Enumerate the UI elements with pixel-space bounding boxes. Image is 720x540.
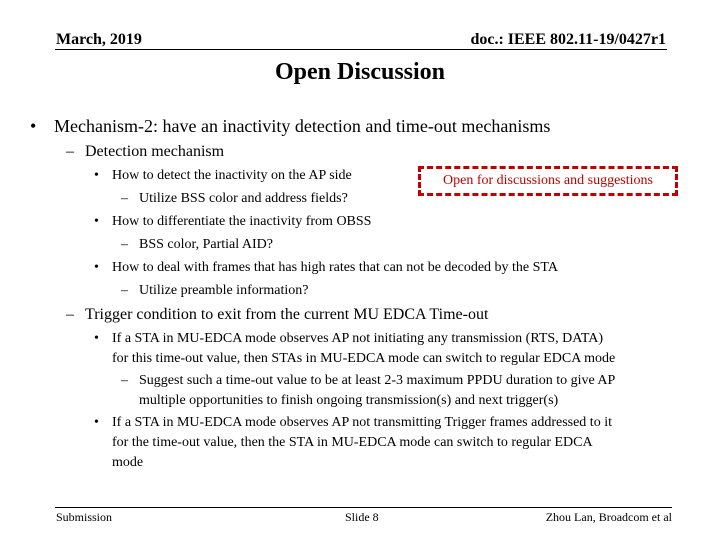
detection-q2-sub: BSS color, Partial AID? [139, 237, 273, 252]
bullet-dot-icon: • [30, 116, 37, 136]
trigger-c1-sub-line1: Suggest such a time-out value to be at least 2-3 maximum PPDU duration to give AP [139, 373, 616, 388]
header-doc-id: doc.: IEEE 802.11-19/0427r1 [470, 31, 666, 48]
bullet-dot-icon: • [94, 260, 99, 275]
trigger-c2-line1: If a STA in MU-EDCA mode observes AP not transmitting Trigger frames addressed to it [112, 415, 612, 430]
detection-q1-sub: Utilize BSS color and address fields? [139, 191, 348, 206]
trigger-c1-line2: for this time-out value, then STAs in MU-EDCA mode can switch to regular EDCA mode [112, 351, 616, 366]
detection-heading: Detection mechanism [85, 143, 225, 160]
bullet-dot-icon: • [94, 415, 99, 430]
bullet-dot-icon: • [94, 214, 99, 229]
footer-author: Zhou Lan, Broadcom et al [545, 510, 672, 524]
bullet-dot-icon: • [94, 168, 99, 183]
dash-icon: – [121, 373, 128, 388]
trigger-c2-line3: mode [112, 455, 144, 470]
trigger-c2-line2: for the time-out value, then the STA in MU-EDCA mode can switch to regular EDCA [112, 435, 593, 450]
discussion-callout: Open for discussions and suggestions [418, 166, 678, 196]
detection-q3-sub: Utilize preamble information? [139, 283, 309, 298]
dash-icon: – [121, 191, 128, 206]
header-date: March, 2019 [56, 31, 142, 48]
detection-q2: How to differentiate the inactivity from OBSS [112, 214, 372, 229]
trigger-c1-sub-line2: multiple opportunities to finish ongoing transmission(s) and next trigger(s) [139, 393, 559, 408]
slide-title: Open Discussion [274, 59, 446, 85]
trigger-c1-line1: If a STA in MU-EDCA mode observes AP not initiating any transmission (RTS, DATA) [112, 331, 604, 346]
main-bullet-text: Mechanism-2: have an inactivity detection and time-out mechanisms [54, 116, 551, 136]
footer-rule [55, 507, 672, 508]
header-rule [55, 49, 667, 50]
footer-slide-number: Slide 8 [345, 510, 379, 524]
detection-q3: How to deal with frames that has high rates that can not be decoded by the STA [112, 260, 558, 275]
detection-q1: How to detect the inactivity on the AP side [112, 168, 352, 183]
footer-submission: Submission [56, 510, 113, 524]
dash-icon: – [121, 237, 128, 252]
trigger-heading: Trigger condition to exit from the current MU EDCA Time-out [85, 306, 489, 323]
dash-icon: – [66, 143, 74, 160]
dash-icon: – [66, 306, 74, 323]
dash-icon: – [121, 283, 128, 298]
bullet-dot-icon: • [94, 331, 99, 346]
